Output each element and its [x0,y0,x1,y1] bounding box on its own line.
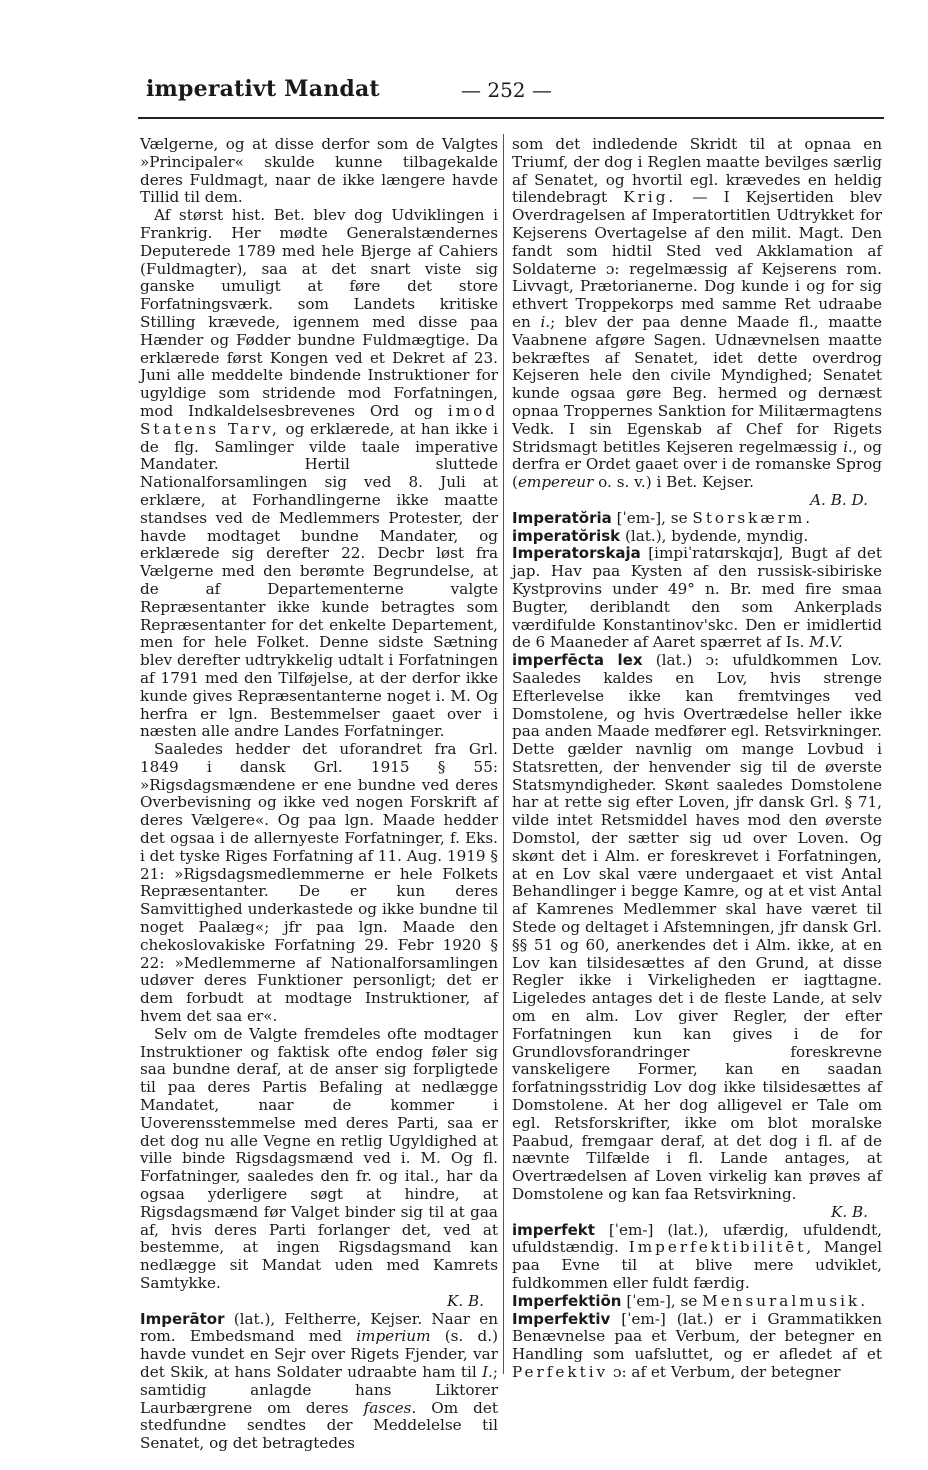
paragraph: Saaledes hedder det uforandret fra Grl. 1849 i dansk Grl. 1915 § 55: »Rigsdagsmændene er ene bundne ved deres Overbevisning og ikke ved nogen Forskrift af deres Vælgere«. Og paa lgn. Maade hedder det ogsaa i de allernyeste Forfatninger, f. Eks. i det tyske Riges Forfatning af 11. Aug. 1919 § 21: »Rigsdagsmedlemmerne er hele Folkets Repræsentanter. De er kun deres Samvittighed underkastede og ikke bundne til noget Paalæg«; jfr paa lgn. Maade den chekoslovakiske Forfatning 29. Febr 1920 § 22: »Medlemmerne af Nationalforsamlingen udøver deres Funktioner personligt; det er dem forbudt at modtage Instruktioner, af hvem det saa er«. [140,740,498,1026]
header-rule [138,117,884,119]
entry-imperatoria: Imperatŏria [ˈem-], se Storskærm. [512,508,814,527]
headword: Imperfektiōn [512,1291,622,1310]
paragraph: Af størst hist. Bet. blev dog Udviklingen i Frankrig. Her mødte Generalstændernes Deputerede 1789 med hele Bjerge af Cahiers (Fuldmagter), saa at det snart viste sig ganske umuligt at føre det store Forfatningsværk. som Landets kritiske Stilling krævede, igennem med disse paa Hænder og Fødder bundne Fuldmægtige. Da erklærede først Kongen ved et Dekret af 23. Juni alle meddelte bindende Instruktioner for ugyldige som stridende mod Forfatningen, mod Indkaldelsesbrevenes Ord og imod Statens Tarv, og erklærede, at han ikke i de flg. Samlinger vilde taale imperative Mandater. Hertil sluttede Nationalforsamlingen sig ved 8. Juli at erklære, at Forhandlingerne ikke maatte standses ved de Medlemmers Protester, der havde modtaget bundne Mandater, og erklærede sig derefter 22. Decbr løst fra Vælgerne med den berømte Begrundelse, at de af Departementerne valgte Repræsentanter ikke kunde betragtes som Repræsentanter for det enkelte Departement, men for hele Folket. Denne sidste Sætning blev derefter udtrykkelig udtalt i Forfatningen af 1791 med den Tilføjelse, at der derfor ikke kunde gives Repræsentanterne noget i. M. Og herfra er lgn. Bestemmelser gaaet over i næsten alle andre Landes Forfatninger. [140,206,498,741]
author-signature: A. B. D. [810,490,868,509]
entry-imperfecta-lex: imperfēcta lex (lat.) ɔ: ufuldkommen Lov. Saaledes kaldes en Lov, hvis strenge Efterlevelse ikke kan fremtvinges ved Domstolene, og hvis Overtrædelse heller ikke paa anden Maade medfører egl. Retsvirkninger. Dette gælder navnlig om mange Lovbud i Statsretten, der henvender sig til de øverste Statsmyndigheder. Skønt saaledes Domstolene har at rette sig efter Loven, jfr dansk Grl. § 71, vilde intet Retsmiddel haves mod den øverste Domstol, der sætter sig ud over Loven. Og skønt det i Alm. er foreskrevet i Forfatningen, at en Lov skal være undergaaet et vist Antal Behandlinger i begge Kamre, og at et vist Antal af Kamrenes Medlemmer skal have været til Stede og deltaget i Afstemningen, jfr dansk Grl. §§ 51 og 60, anerkendes det i Alm. ikke, at en Lov kan tilsidesættes af den Grund, at disse Regler ikke i Virkeligheden er iagttagne. Ligeledes antages det i de fleste Lande, at selv om en alm. Lov giver Regler, der efter Forfatningen kun kan gives i de for Grundlovsforandringer foreskrevne vanskeligere Former, kan en saadan forfatningsstridig Lov dog ikke tilsidesættes af Domstolene. At her dog alligevel er Tale om egl. Retsforskrifter, ikke om blot moralske Paabud, fremgaar deraf, at det dog i fl. af de nævnte Tilfælde i fl. Lande antages, at Overtrædelsen af Loven virkelig kan prøves af Domstolene og kan faa Retsvirkning. [512,651,882,1204]
running-head: imperativt Mandat [146,76,380,102]
headword: Imperfektiv [512,1309,611,1328]
headword: Imperātor [140,1309,225,1328]
author-signature: K. B. [447,1291,484,1310]
entry-imperatorisk: imperatŏrisk (lat.), bydende, myndig. [512,526,809,545]
headword: imperfēcta lex [512,651,643,670]
entry-imperatorskaja: Imperatorskaja [impiˈratɑrskɑjɑ], Bugt af det jap. Hav paa Kysten af den russisk-sibiriske Kystprovins under 49° n. Br. med fire smaa Bugter, deriblandt den som Ankerplads værdifulde Konstantinov'skc. Den er imidlertid de 6 Maaneder af Aaret spærret af Is. M.V. [512,544,882,652]
headword: Imperatŏria [512,508,612,527]
headword: Imperatorskaja [512,544,641,563]
left-column [140,136,498,1453]
entry-imperfekt: imperfekt [ˈem-] (lat.), ufærdig, ufuldendt, ufuldstændig. Imperfektibilitēt, Mangel paa Evne til at blive mere udviklet, fuldkommen eller fuldt færdig. [512,1220,883,1292]
entry-imperfektion: Imperfektiōn [ˈem-], se Mensuralmusik. [512,1291,869,1310]
headword: imperatŏrisk [512,526,621,545]
page-header [146,76,881,110]
paragraph: som det indledende Skridt til at opnaa en Triumf, der dog i Reglen maatte bevilges særlig af Senatet, og hvortil egl. krævedes en heldig tilendebragt Krig. — I Kejsertiden blev Overdragelsen af Imperatortitlen Udtrykket for Kejserens Overtagelse af den milit. Magt. Den fandt som hidtil Sted ved Akklamation af Soldaterne ɔ: regelmæssig af Kejserens rom. Livvagt, Prætorianerne. Dog kunde i og for sig ethvert Troppekorps med samme Ret udraabe en i.; blev der paa denne Maade fl., maatte Vaabnene afgøre Sagen. Udnævnelsen maatte bekræftes af Senatet, idet dette overdrog Kejseren hele den civile Myndighed; Senatet kunde ogsaa gøre Beg. hermed og dernæst opnaa Troppernes Sanktion for Militærmagtens Vedk. I sin Egenskab af Chef for Rigets Stridsmagt betitles Kejseren regelmæssig i., og derfra er Ordet gaaet over i de romanske Sprog (empereur o. s. v.) i Bet. Kejser. [512,135,883,492]
right-column [512,136,882,1382]
entry-imperfektiv: Imperfektiv [ˈem-] (lat.) er i Grammatikken Benævnelse paa et Verbum, der betegner en Handling som uafsluttet, og er afledet af et Perfektiv ɔ: af et Verbum, der betegner [512,1309,882,1381]
column-divider [503,134,504,1374]
page-number: — 252 — [461,78,552,102]
author-signature: K. B. [831,1202,868,1221]
headword: imperfekt [512,1220,595,1239]
paragraph: Vælgerne, og at disse derfor som de Valgtes »Principaler« skulde kunne tilbagekalde deres Fuldmagt, naar de ikke længere havde Tillid til dem. [140,135,498,207]
entry-imperator: Imperātor (lat.), Feltherre, Kejser. Naar en rom. Embedsmand med imperium (s. d.) havde vundet en Sejr over Rigets Fjender, var det Skik, at hans Soldater udraabte ham til I.; samtidig anlagde hans Liktorer Laurbærgrene om deres fasces. Om det stedfundne sendtes der Meddelelse til Senatet, og det betragtedes [140,1309,499,1453]
paragraph: Selv om de Valgte fremdeles ofte modtager Instruktioner og faktisk ofte endog føler sig saa bundne deraf, at de anser sig forpligtede til paa deres Partis Befaling at nedlægge Mandatet, naar de kommer i Uoverensstemmelse med deres Parti, saa er det dog nu alle Vegne en retlig Ugyldighed at ville binde Rigsdagsmænd ved i. M. Og fl. Forfatninger, saaledes den fr. og ital., har da ogsaa yderligere søgt at hindre, at Rigsdagsmænd før Valget binder sig til at gaa af, hvis deres Parti forlanger det, ved at bestemme, at ingen Rigsdagsmand kan nedlægge sit Mandat uden med Kamrets Samtykke. [140,1024,498,1292]
